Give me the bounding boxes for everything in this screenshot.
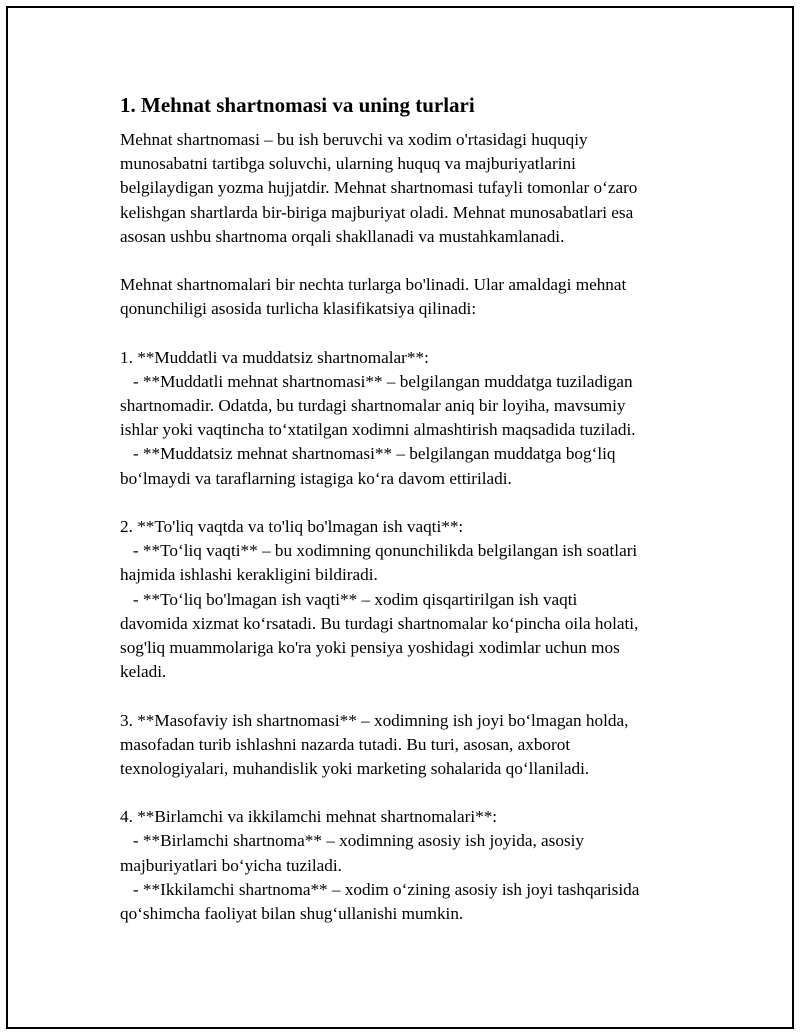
text-line: 4. **Birlamchi va ikkilamchi mehnat shartnomalari**:	[120, 807, 498, 827]
text-line: - **Muddatsiz mehnat shartnomasi** – belgilangan muddatga bog‘liq	[120, 444, 616, 464]
document-body	[120, 92, 680, 926]
text-line: Mehnat shartnomalari bir nechta turlarga bo'linadi. Ular amaldagi mehnat	[120, 275, 627, 295]
text-line: qo‘shimcha faoliyat bilan shug‘ullanishi mumkin.	[120, 904, 464, 923]
text-line: sog'liq muammolariga ko'ra yoki pensiya yoshidagi xodimlar uchun mos	[120, 637, 620, 657]
text-line: belgilaydigan yozma hujjatdir. Mehnat shartnomasi tufayli tomonlar o‘zaro	[120, 178, 638, 198]
text-line: munosabatni tartibga soluvchi, ularning huquq va majburiyatlarini	[120, 154, 576, 174]
text-line: masofadan turib ishlashni nazarda tutadi. Bu turi, asosan, axborot	[120, 734, 571, 754]
text-line: - **Muddatli mehnat shartnomasi** – belgilangan muddatga tuziladigan	[120, 371, 633, 391]
text-line: texnologiyalari, muhandislik yoki marketing sohalarida qo‘llaniladi.	[120, 758, 590, 778]
text-line: ishlar yoki vaqtincha to‘xtatilgan xodimni almashtirish maqsadida tuziladi.	[120, 420, 636, 440]
text-line: asosan ushbu shartnoma orqali shakllanadi va mustahkamlanadi.	[120, 226, 565, 246]
text-line: Mehnat shartnomasi – bu ish beruvchi va xodim o'rtasidagi huquqiy	[120, 130, 588, 149]
text-line: - **Birlamchi shartnoma** – xodimning asosiy ish joyida, asosiy	[120, 831, 585, 851]
document-title: 1. Mehnat shartnomasi va uning turlari	[120, 93, 475, 117]
page-frame	[6, 6, 794, 1029]
text-line: - **Ikkilamchi shartnoma** – xodim o‘zining asosiy ish joyi tashqarisida	[120, 879, 640, 899]
text-line: hajmida ishlashi kerakligini bildiradi.	[120, 565, 378, 585]
text-line: 3. **Masofaviy ish shartnomasi** – xodimning ish joyi bo‘lmagan holda,	[120, 710, 629, 730]
text-line: - **To‘liq vaqti** – bu xodimning qonunchilikda belgilangan ish soatlari	[120, 541, 638, 561]
text-line: 1. **Muddatli va muddatsiz shartnomalar**:	[120, 347, 429, 367]
text-line: kelishgan shartlarda bir-biriga majburiyat oladi. Mehnat munosabatlari esa	[120, 202, 634, 222]
text-line: 2. **To'liq vaqtda va to'liq bo'lmagan ish vaqti**:	[120, 517, 464, 536]
blank-line	[120, 781, 680, 805]
blank-line	[120, 249, 680, 273]
text-line: shartnomadir. Odatda, bu turdagi shartnomalar aniq bir loyiha, mavsumiy	[120, 396, 626, 416]
text-line: bo‘lmaydi va taraflarning istagiga ko‘ra davom ettiriladi.	[120, 468, 512, 488]
text-line: davomida xizmat ko‘rsatadi. Bu turdagi shartnomalar ko‘pincha oila holati,	[120, 613, 639, 633]
blank-line	[120, 322, 680, 346]
text-line: qonunchiligi asosida turlicha klasifikatsiya qilinadi:	[120, 299, 477, 319]
blank-line	[120, 491, 680, 515]
document-text	[120, 128, 680, 926]
text-line: keladi.	[120, 662, 167, 682]
text-line: majburiyatlari bo‘yicha tuziladi.	[120, 855, 342, 875]
text-line: - **To‘liq bo'lmagan ish vaqti** – xodim qisqartirilgan ish vaqti	[120, 589, 578, 609]
blank-line	[120, 684, 680, 708]
